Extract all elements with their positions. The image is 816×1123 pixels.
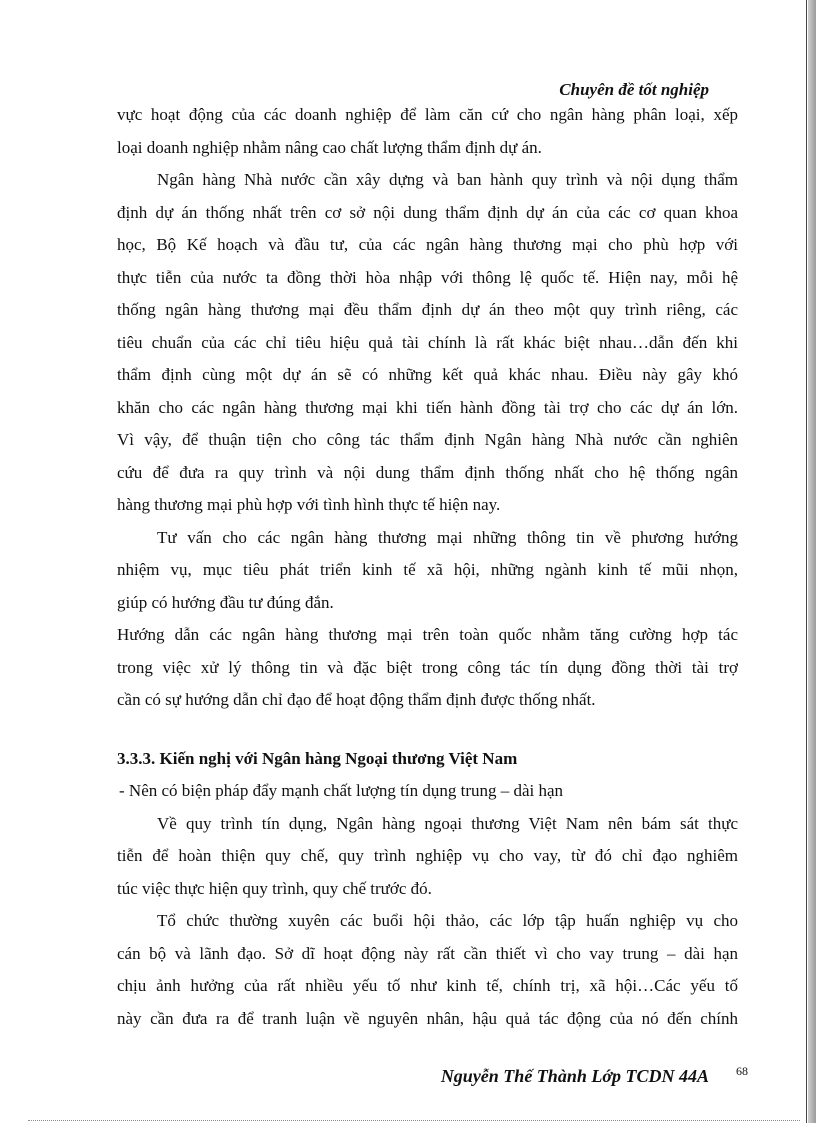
text-line: Ngân hàng Nhà nước cần xây dựng và ban hành quy trình và nội dụng thẩm xyxy=(157,170,738,189)
text-line: thống ngân hàng thương mại đều thẩm định dự án theo một quy trình riêng, các xyxy=(117,300,738,319)
text-line: loại doanh nghiệp nhằm nâng cao chất lượng thẩm định dự án. xyxy=(117,137,542,157)
dash-list-item: - Nên có biện pháp đẩy mạnh chất lượng tín dụng trung – dài hạn xyxy=(119,781,564,800)
text-line: trong việc xử lý thông tin và đặc biệt trong công tác tín dụng đồng thời tài trợ xyxy=(117,657,738,677)
text-line: Hướng dẫn các ngân hàng thương mại trên toàn quốc nhằm tăng cường hợp tác xyxy=(117,625,738,644)
text-line: học, Bộ Kế hoạch và đầu tư, của các ngân hàng thương mại cho phù hợp với xyxy=(117,235,738,254)
text-line: Vì vậy, để thuận tiện cho công tác thẩm định Ngân hàng Nhà nước cần nghiên xyxy=(117,430,738,449)
section-spacer xyxy=(117,717,738,743)
page-edge-shadow xyxy=(808,0,816,1123)
page-number: 68 xyxy=(736,1064,748,1078)
text-line: giúp có hướng đầu tư đúng đắn. xyxy=(117,592,334,612)
text-line: thẩm định cùng một dự án sẽ có những kết quả khác nhau. Điều này gây khó xyxy=(117,365,738,384)
text-line: cán bộ và lãnh đạo. Sở dĩ hoạt động này rất cần thiết vì cho vay trung – dài hạn xyxy=(117,943,738,963)
text-line: Về quy trình tín dụng, Ngân hàng ngoại thương Việt Nam nên bám sát thực xyxy=(157,813,738,833)
text-line: vực hoạt động của các doanh nghiệp để làm căn cứ cho ngân hàng phân loại, xếp xyxy=(117,105,738,124)
text-line: khăn cho các ngân hàng thương mại khi tiến hành đồng tài trợ cho các dự án lớn. xyxy=(117,397,738,417)
text-line: này cần đưa ra để tranh luận về nguyên nhân, hậu quả tác động của nó đến chính xyxy=(117,1008,738,1028)
section-heading: 3.3.3. Kiến nghị với Ngân hàng Ngoại thương Việt Nam xyxy=(117,748,518,768)
header-title: Chuyên đề tốt nghiệp xyxy=(559,80,709,99)
text-line: nhiệm vụ, mục tiêu phát triển kinh tế xã hội, những ngành kinh tế mũi nhọn, xyxy=(117,560,738,579)
text-line: tiêu chuẩn của các chỉ tiêu hiệu quả tài chính là rất khác biệt nhau…dẫn đến khi xyxy=(117,332,738,352)
text-line: cứu để đưa ra quy trình và nội dung thẩm định thống nhất cho hệ thống ngân xyxy=(117,462,738,482)
body-text xyxy=(117,99,738,1035)
text-line: định dự án thống nhất trên cơ sở nội dung thẩm định dự án của các cơ quan khoa xyxy=(117,202,738,222)
text-line: cần có sự hướng dẫn chỉ đạo để hoạt động thẩm định được thống nhất. xyxy=(117,690,596,709)
text-line: chịu ảnh hưởng của rất nhiều yếu tố như kinh tế, chính trị, xã hội…Các yếu tố xyxy=(117,976,738,995)
text-line: tiễn để hoàn thiện quy chế, quy trình nghiệp vụ cho vay, từ đó chỉ đạo nghiêm xyxy=(117,846,738,865)
text-line: thực tiễn của nước ta đồng thời hòa nhập với thông lệ quốc tế. Hiện nay, mỗi hệ xyxy=(117,267,738,287)
text-line: Tổ chức thường xuyên các buổi hội thảo, các lớp tập huấn nghiệp vụ cho xyxy=(157,911,738,930)
footer-author: Nguyễn Thế Thành Lớp TCDN 44A xyxy=(440,1066,709,1086)
footer-divider xyxy=(28,1120,800,1121)
page-edge-line xyxy=(806,0,807,1123)
text-line: Tư vấn cho các ngân hàng thương mại những thông tin về phương hướng xyxy=(157,527,738,547)
text-line: túc việc thực hiện quy trình, quy chế trước đó. xyxy=(117,878,432,898)
text-line: hàng thương mại phù hợp với tình hình thực tế hiện nay. xyxy=(117,495,501,514)
